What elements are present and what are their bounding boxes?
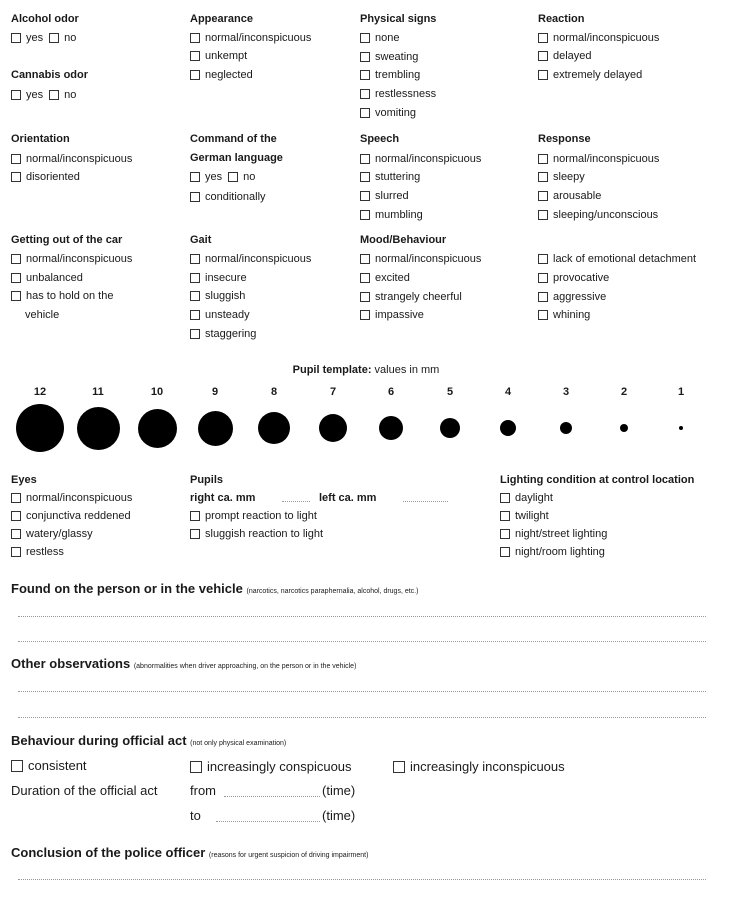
reaction-label: Reaction [538, 13, 585, 25]
response-option[interactable] [538, 152, 659, 166]
pupil-size-circle [440, 418, 460, 438]
getting-out-option[interactable] [11, 252, 132, 266]
physical-checkbox[interactable] [360, 52, 370, 62]
mood-checkbox[interactable] [360, 310, 370, 320]
lighting-checkbox[interactable] [500, 511, 510, 521]
mood2-checkbox[interactable] [538, 254, 548, 264]
german-language-label-line2: German language [190, 152, 283, 164]
mood-option[interactable] [360, 290, 462, 304]
option-label: trembling [375, 69, 421, 81]
reaction-option[interactable] [538, 31, 659, 45]
pupil-size-label: 10 [150, 386, 164, 398]
physical-option[interactable] [360, 68, 420, 82]
gait-option[interactable] [190, 308, 250, 322]
physical-option[interactable] [360, 31, 399, 45]
option-label: normal/inconspicuous [26, 492, 133, 504]
gait-checkbox[interactable] [190, 291, 200, 301]
alcohol-odor-label: Alcohol odor [11, 13, 79, 25]
option-label: sleeping/unconscious [553, 209, 659, 221]
getting-out-option[interactable] [11, 271, 83, 285]
alcohol-yes-checkbox[interactable] [11, 33, 21, 43]
option-label: vomiting [375, 107, 416, 119]
german-language-label-line1: Command of the [190, 133, 277, 145]
eyes-option[interactable] [11, 527, 93, 541]
pupil-size-circle [379, 416, 403, 440]
gait-checkbox[interactable] [190, 329, 200, 339]
getting-out-checkbox[interactable] [11, 291, 21, 301]
lighting-option[interactable] [500, 491, 553, 505]
option-label: mumbling [375, 209, 423, 221]
option-label: normal/inconspicuous [553, 32, 660, 44]
pupil-size-label: 2 [620, 386, 628, 398]
mood2-option[interactable] [538, 308, 590, 322]
speech-option[interactable] [360, 208, 423, 222]
pupil-size-circle [16, 404, 64, 452]
reaction-checkbox[interactable] [538, 33, 548, 43]
option-label: whining [553, 309, 591, 321]
mood2-checkbox[interactable] [538, 292, 548, 302]
pupil-size-circle [198, 411, 233, 446]
behaviour-option[interactable] [393, 759, 565, 775]
pupil-size-circle [319, 414, 347, 442]
option-label: sluggish [205, 290, 246, 302]
behaviour-checkbox[interactable] [190, 761, 202, 773]
option-label: delayed [553, 50, 592, 62]
appearance-option[interactable] [190, 49, 247, 63]
physical-signs-label: Physical signs [360, 13, 437, 25]
getting-out-checkbox[interactable] [11, 254, 21, 264]
physical-option[interactable] [360, 87, 436, 101]
found-line[interactable] [18, 641, 706, 642]
option-label: increasingly inconspicuous [410, 759, 565, 774]
duration-from-time-label: (time) [322, 783, 356, 798]
german-yes-no-options [190, 170, 255, 184]
response-checkbox[interactable] [538, 210, 548, 220]
orientation-option[interactable] [11, 152, 132, 166]
pupils-option[interactable] [190, 527, 323, 541]
physical-checkbox[interactable] [360, 108, 370, 118]
appearance-option[interactable] [190, 31, 311, 45]
mood-option[interactable] [360, 252, 481, 266]
found-title: Found on the person or in the vehicle [11, 581, 243, 596]
alcohol-no-checkbox[interactable] [49, 33, 59, 43]
option-label: none [375, 32, 400, 44]
cannabis-yes-label: yes [26, 89, 44, 101]
appearance-label: Appearance [190, 13, 253, 25]
behaviour-section-title [11, 733, 286, 748]
duration-label: Duration of the official act [11, 783, 158, 798]
option-label: unkempt [205, 50, 248, 62]
pupil-size-label: 4 [504, 386, 512, 398]
option-label: normal/inconspicuous [26, 153, 133, 165]
gait-option[interactable] [190, 252, 311, 266]
response-label: Response [538, 133, 591, 145]
mood2-option[interactable] [538, 271, 609, 285]
gait-checkbox[interactable] [190, 273, 200, 283]
option-label: unsteady [205, 309, 250, 321]
pupil-template-title-rest: values in mm [374, 364, 440, 376]
orientation-label: Orientation [11, 133, 70, 145]
mood2-checkbox[interactable] [538, 310, 548, 320]
physical-checkbox[interactable] [360, 89, 370, 99]
option-label: unbalanced [26, 272, 83, 284]
eyes-option[interactable] [11, 545, 64, 559]
pupil-size-label: 9 [211, 386, 219, 398]
lighting-checkbox[interactable] [500, 529, 510, 539]
option-label: restlessness [375, 88, 437, 100]
found-section-title [11, 581, 418, 596]
pupil-left-field[interactable] [403, 501, 448, 502]
speech-checkbox[interactable] [360, 172, 370, 182]
reaction-checkbox[interactable] [538, 70, 548, 80]
gait-option[interactable] [190, 327, 256, 341]
cannabis-yes-checkbox[interactable] [11, 90, 21, 100]
option-label: excited [375, 272, 410, 284]
other-section-title [11, 656, 356, 671]
speech-option[interactable] [360, 170, 420, 184]
option-label: normal/inconspicuous [26, 253, 133, 265]
mood-checkbox[interactable] [360, 292, 370, 302]
lighting-option[interactable] [500, 545, 605, 559]
behaviour-title: Behaviour during official act [11, 733, 187, 748]
alcohol-yes-label: yes [26, 32, 44, 44]
cannabis-no-checkbox[interactable] [49, 90, 59, 100]
option-label: watery/glassy [26, 528, 93, 540]
response-option[interactable] [538, 189, 601, 203]
mood-checkbox[interactable] [360, 273, 370, 283]
option-label: staggering [205, 328, 257, 340]
option-label: stuttering [375, 171, 421, 183]
pupil-size-label: 7 [329, 386, 337, 398]
duration-to-time-label: (time) [322, 808, 356, 823]
eyes-checkbox[interactable] [11, 511, 21, 521]
alcohol-odor-options [11, 31, 76, 45]
physical-checkbox[interactable] [360, 33, 370, 43]
pupil-size-label: 11 [92, 386, 104, 398]
mood-label: Mood/Behaviour [360, 234, 447, 246]
gait-checkbox[interactable] [190, 310, 200, 320]
behaviour-option[interactable] [190, 759, 352, 775]
mood-option[interactable] [360, 271, 410, 285]
orientation-option[interactable] [11, 170, 80, 184]
response-checkbox[interactable] [538, 154, 548, 164]
pupil-size-circle [500, 420, 516, 436]
behaviour-note: (not only physical examination) [190, 740, 287, 747]
behaviour-checkbox[interactable] [393, 761, 405, 773]
option-label: sluggish reaction to light [205, 528, 324, 540]
eyes-option[interactable] [11, 509, 131, 523]
german-conditionally-checkbox[interactable] [190, 192, 200, 202]
getting-out-label: Getting out of the car [11, 234, 123, 246]
option-label: lack of emotional detachment [553, 253, 697, 265]
reaction-option[interactable] [538, 68, 642, 82]
eyes-option[interactable] [11, 491, 132, 505]
conclusion-line[interactable] [18, 879, 706, 880]
appearance-checkbox[interactable] [190, 51, 200, 61]
speech-checkbox[interactable] [360, 154, 370, 164]
conclusion-title: Conclusion of the police officer [11, 845, 206, 860]
option-label: night/room lighting [515, 546, 605, 558]
lighting-checkbox[interactable] [500, 547, 510, 557]
gait-checkbox[interactable] [190, 254, 200, 264]
found-note: (narcotics, narcotics paraphernalia, alcohol, drugs, etc.) [246, 588, 419, 595]
cannabis-no-label: no [64, 89, 77, 101]
eyes-checkbox[interactable] [11, 547, 21, 557]
duration-to-field[interactable] [216, 821, 320, 822]
alcohol-no-label: no [64, 32, 77, 44]
lighting-option[interactable] [500, 509, 549, 523]
response-option[interactable] [538, 208, 658, 222]
found-line[interactable] [18, 616, 706, 617]
option-label: neglected [205, 69, 253, 81]
behaviour-checkbox[interactable] [11, 760, 23, 772]
option-label: sleepy [553, 171, 585, 183]
cannabis-odor-label: Cannabis odor [11, 69, 89, 81]
option-label: increasingly conspicuous [207, 759, 352, 774]
option-label: restless [26, 546, 64, 558]
option-label: has to hold on the [26, 290, 114, 302]
option-label: aggressive [553, 291, 607, 303]
eyes-checkbox[interactable] [11, 529, 21, 539]
response-checkbox[interactable] [538, 191, 548, 201]
pupil-size-label: 3 [562, 386, 570, 398]
conclusion-note: (reasons for urgent suspicion of driving impairment) [208, 852, 369, 859]
eyes-checkbox[interactable] [11, 493, 21, 503]
option-label: arousable [553, 190, 602, 202]
option-label: consistent [28, 758, 87, 773]
duration-to-label: to [190, 808, 201, 823]
mood2-option[interactable] [538, 252, 696, 266]
option-label: normal/inconspicuous [553, 153, 660, 165]
pupil-size-circle [138, 409, 177, 448]
pupils-label: Pupils [190, 474, 224, 486]
german-yes-checkbox[interactable] [190, 172, 200, 182]
pupil-size-label: 1 [677, 386, 685, 398]
lighting-label: Lighting condition at control location [500, 474, 695, 486]
duration-from-field[interactable] [224, 796, 320, 797]
pupil-size-circle [679, 426, 683, 430]
other-line[interactable] [18, 691, 706, 692]
response-option[interactable] [538, 170, 585, 184]
option-label: normal/inconspicuous [375, 253, 482, 265]
option-label: disoriented [26, 171, 80, 183]
conclusion-section-title [11, 845, 368, 860]
option-label: night/street lighting [515, 528, 608, 540]
option-label: prompt reaction to light [205, 510, 317, 522]
gait-option[interactable] [190, 289, 245, 303]
option-label: sweating [375, 51, 419, 63]
option-label: conditionally [205, 191, 266, 203]
appearance-option[interactable] [190, 68, 253, 82]
option-label: normal/inconspicuous [375, 153, 482, 165]
option-label: normal/inconspicuous [205, 32, 312, 44]
german-conditionally-option[interactable] [190, 190, 266, 204]
option-label: normal/inconspicuous [205, 253, 312, 265]
physical-checkbox[interactable] [360, 70, 370, 80]
option-label: impassive [375, 309, 424, 321]
getting-out-checkbox[interactable] [11, 273, 21, 283]
pupil-left-label: left ca. mm [319, 492, 377, 504]
speech-option[interactable] [360, 189, 409, 203]
pupils-checkbox[interactable] [190, 511, 200, 521]
duration-from-label: from [190, 783, 216, 798]
getting-out-option[interactable] [11, 289, 113, 303]
response-checkbox[interactable] [538, 172, 548, 182]
gait-option[interactable] [190, 271, 247, 285]
option-label: insecure [205, 272, 247, 284]
other-line[interactable] [18, 717, 706, 718]
pupil-size-circle [77, 407, 120, 450]
reaction-checkbox[interactable] [538, 51, 548, 61]
pupil-size-circle [258, 412, 290, 444]
mood-option[interactable] [360, 308, 424, 322]
gait-label: Gait [190, 234, 212, 246]
option-label: daylight [515, 492, 553, 504]
option-label: twilight [515, 510, 549, 522]
speech-checkbox[interactable] [360, 191, 370, 201]
physical-option[interactable] [360, 50, 418, 64]
mood2-checkbox[interactable] [538, 273, 548, 283]
speech-checkbox[interactable] [360, 210, 370, 220]
option-label: provocative [553, 272, 610, 284]
pupil-right-field[interactable] [282, 501, 310, 502]
pupil-size-circle [560, 422, 572, 434]
option-label: slurred [375, 190, 409, 202]
appearance-checkbox[interactable] [190, 33, 200, 43]
getting-out-continuation: vehicle [25, 309, 60, 321]
orientation-checkbox[interactable] [11, 172, 21, 182]
pupils-checkbox[interactable] [190, 529, 200, 539]
eyes-label: Eyes [11, 474, 37, 486]
behaviour-option[interactable] [11, 758, 87, 774]
option-label: extremely delayed [553, 69, 643, 81]
lighting-checkbox[interactable] [500, 493, 510, 503]
pupil-size-label: 6 [387, 386, 395, 398]
pupil-right-label: right ca. mm [190, 492, 256, 504]
pupil-size-label: 8 [270, 386, 278, 398]
appearance-checkbox[interactable] [190, 70, 200, 80]
pupil-size-label: 5 [446, 386, 454, 398]
pupils-option[interactable] [190, 509, 317, 523]
orientation-checkbox[interactable] [11, 154, 21, 164]
pupil-size-label: 12 [33, 386, 47, 398]
cannabis-odor-options [11, 88, 76, 102]
german-no-label: no [243, 171, 256, 183]
mood-checkbox[interactable] [360, 254, 370, 264]
pupil-template-title [0, 364, 732, 376]
speech-option[interactable] [360, 152, 481, 166]
option-label: strangely cheerful [375, 291, 462, 303]
reaction-option[interactable] [538, 49, 592, 63]
physical-option[interactable] [360, 106, 416, 120]
german-yes-label: yes [205, 171, 223, 183]
speech-label: Speech [360, 133, 400, 145]
pupil-template-title-bold: Pupil template: [292, 364, 372, 376]
option-label: conjunctiva reddened [26, 510, 131, 522]
mood2-option[interactable] [538, 290, 606, 304]
german-no-checkbox[interactable] [228, 172, 238, 182]
pupil-size-circle [620, 424, 628, 432]
other-title: Other observations [11, 656, 131, 671]
other-note: (abnormalities when driver approaching, on the person or in the vehicle) [133, 663, 357, 670]
lighting-option[interactable] [500, 527, 607, 541]
